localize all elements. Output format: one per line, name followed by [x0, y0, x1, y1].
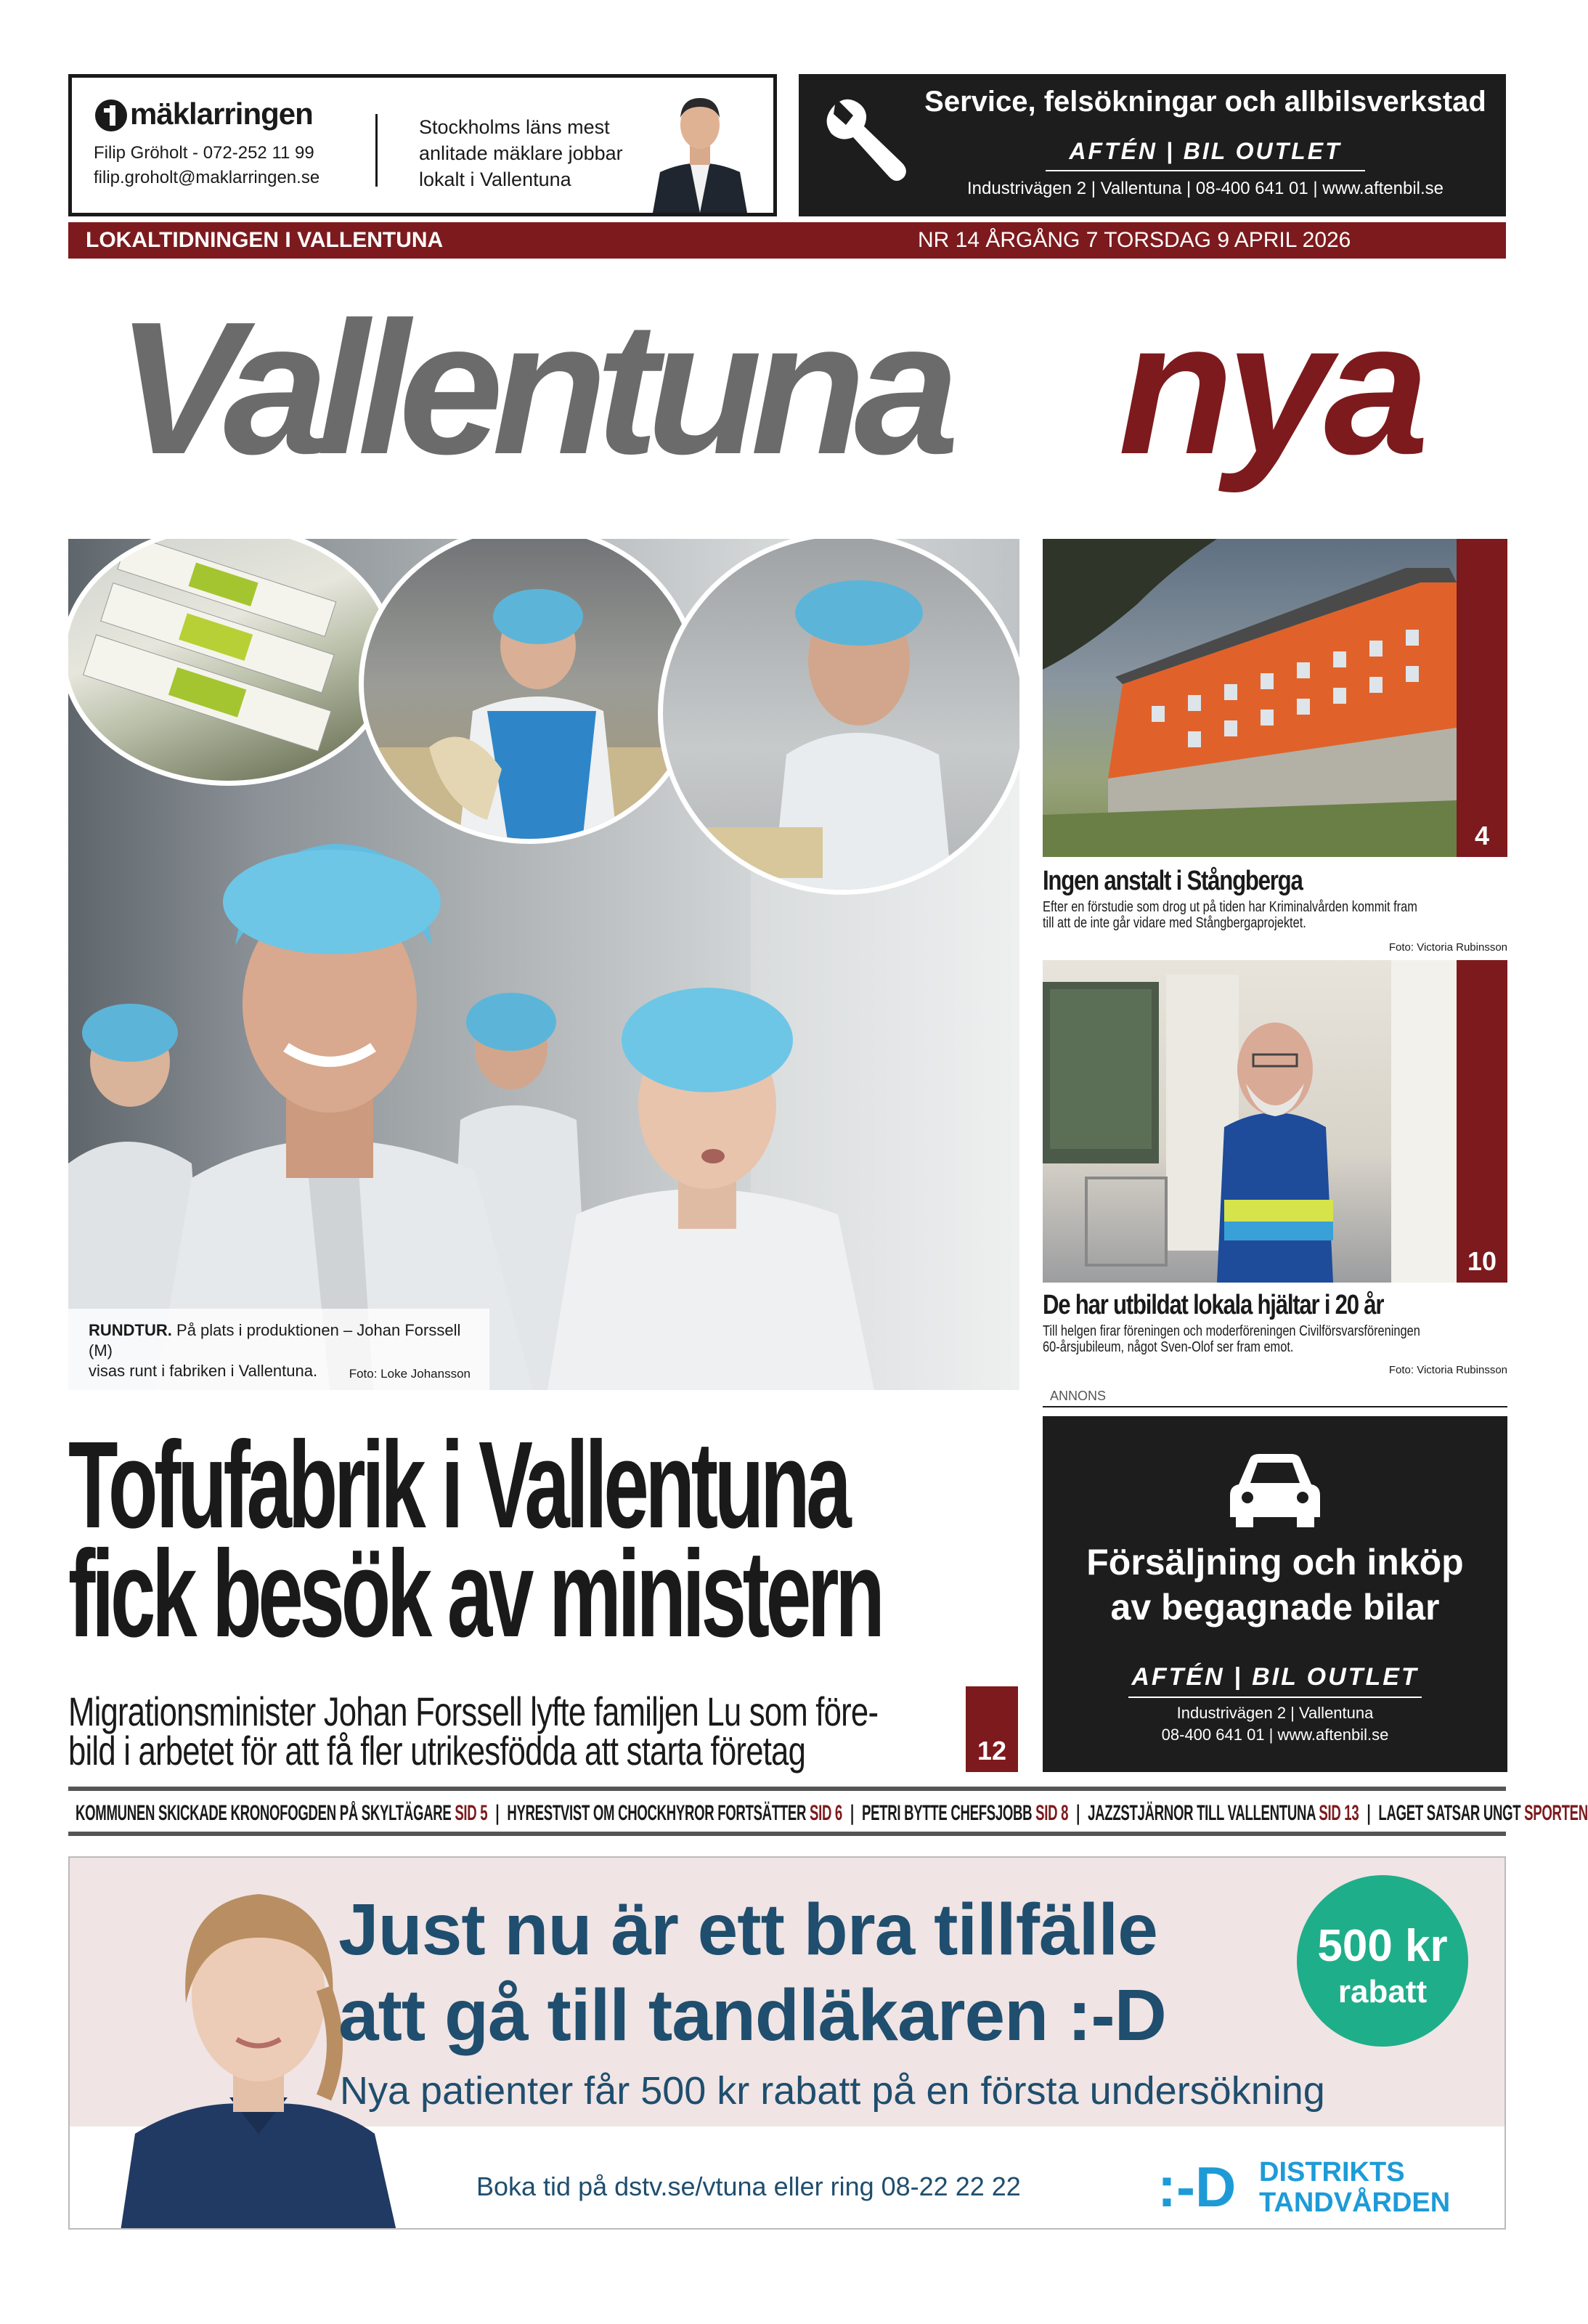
divider — [375, 114, 378, 187]
masthead-tagline: LOKALTIDNINGEN I VALLENTUNA — [86, 228, 444, 252]
dental-subline: Nya patienter får 500 kr rabatt på en första undersökning — [340, 2069, 1325, 2113]
broker-slogan: Stockholms läns mest anlitade mäklare jobbar lokalt i Vallentuna — [419, 116, 623, 190]
story-text: Efter en förstudie som drog ut på tiden har Kriminalvården kommit fram till att de inte går vidare med Stångbergaprojektet. — [1043, 899, 1417, 931]
ad-aften-service[interactable] — [799, 74, 1506, 216]
page-number: 12 — [977, 1736, 1007, 1766]
brand-underline — [1128, 1697, 1422, 1698]
agent-portrait — [646, 85, 754, 213]
brand-underline — [1046, 170, 1365, 171]
garage-contact: Industrivägen 2 | Vallentuna | 08-400 641 01 | www.aftenbil.se — [966, 179, 1444, 198]
story-headline[interactable]: Ingen anstalt i Stångberga — [1043, 866, 1303, 896]
lead-photo[interactable] — [68, 539, 1019, 1390]
story-text: Till helgen firar föreningen och moderföreningen Civilförsvarsföreningen 60-årsjubileum, något Sven-Olof ser fram emot. — [1043, 1323, 1420, 1355]
lead-headline-line-2: fick besök av ministern — [68, 1525, 881, 1663]
lead-photo-caption — [68, 1309, 489, 1390]
annons-line — [1043, 1406, 1507, 1407]
side-story-civilforsvar[interactable] — [1043, 1290, 1507, 1383]
brand-mark: :-D — [1157, 2155, 1237, 2219]
orange-building-image — [1043, 539, 1457, 857]
man-in-vest-image — [1043, 960, 1457, 1283]
broker-agent: Filip Gröholt - 072-252 11 99 — [94, 143, 314, 163]
booking-cta[interactable]: Boka tid på dstv.se/vtuna eller ring 08-22 22 22 — [476, 2171, 1021, 2201]
ad-aften-cars[interactable] — [1043, 1416, 1507, 1772]
teaser-item[interactable]: JAZZSTJÄRNOR TILL VALLENTUNA SID 13 — [1088, 1801, 1359, 1825]
caption-text-2: visas runt i fabriken i Vallentuna. — [89, 1362, 318, 1380]
aften-brand: AFTÉN | BIL OUTLET — [1131, 1663, 1419, 1691]
car-ad-contact: Industrivägen 2 | Vallentuna 08-400 641 01 | www.aftenbil.se — [1161, 1704, 1389, 1744]
aften-brand: AFTÉN | BIL OUTLET — [1069, 138, 1342, 164]
masthead-band — [68, 222, 1506, 259]
caption-label: RUNDTUR. — [89, 1321, 172, 1339]
page-number: 10 — [1467, 1246, 1497, 1276]
annons-label: ANNONS — [1050, 1389, 1107, 1403]
teaser-item[interactable]: KOMMUNEN SKICKADE KRONOFOGDEN PÅ SKYLTÄGARE SID 5 — [76, 1801, 488, 1825]
discount-badge: 500 kr rabatt — [1297, 1875, 1468, 2047]
teaser-item[interactable]: PETRI BYTTE CHEFSJOBB SID 8 — [861, 1801, 1069, 1825]
car-icon — [1224, 1448, 1326, 1528]
ad-maklarringen[interactable] — [68, 74, 777, 216]
maklarringen-logo: mäklarringen — [94, 97, 333, 133]
issue-info: NR 14 ÅRGÅNG 7 TORSDAG 9 APRIL 2026 — [918, 228, 1351, 252]
maklarringen-mark-icon — [94, 98, 129, 133]
teaser-item[interactable]: HYRESTVIST OM CHOCKHYROR FORTSÄTTER SID 6 — [507, 1801, 842, 1825]
page-marker — [1457, 960, 1507, 1283]
teaser-item[interactable]: LAGET SATSAR UNGT SPORTEN — [1378, 1801, 1588, 1825]
ad-distriktstandvarden[interactable] — [68, 1856, 1506, 2230]
inset-minister — [658, 539, 1019, 895]
teaser-bar: KOMMUNEN SKICKADE KRONOFOGDEN PÅ SKYLTÄGARE SID 5 | HYRESTVIST OM CHOCKHYROR FORTSÄTTER SID 6 | PETRI BYTTE CHEFSJOBB SID 8 | JAZZSTJÄRNOR TILL VALLENTUNA SID 13 | LAGET SATSAR UNGT SPORTEN — [76, 1801, 1588, 1825]
side-story-photo-civilforsvar[interactable] — [1043, 960, 1507, 1283]
broker-email[interactable]: filip.groholt@maklarringen.se — [94, 168, 320, 187]
teaser-top-rule — [68, 1787, 1506, 1791]
photo-credit: Foto: Victoria Rubinsson — [1388, 941, 1507, 954]
wrench-icon — [813, 90, 922, 199]
page-number: 4 — [1474, 821, 1490, 850]
car-ad-headline: Försäljning och inköp av begagnade bilar — [1086, 1542, 1464, 1628]
logo-nya: nya — [1118, 283, 1422, 494]
page-marker — [1457, 539, 1507, 857]
side-story-stangberga[interactable] — [1043, 866, 1507, 959]
story-headline[interactable]: De har utbildat lokala hjältar i 20 år — [1043, 1290, 1384, 1320]
logo-vallentuna: Vallentuna — [116, 283, 948, 494]
garage-headline: Service, felsökningar och allbilsverkstad — [924, 86, 1486, 118]
side-story-photo-stangberga[interactable] — [1043, 539, 1507, 857]
masthead-logo — [116, 283, 1496, 505]
lead-photo-credit: Foto: Loke Johansson — [349, 1367, 471, 1381]
lead-standfirst: Migrationsminister Johan Forssell lyfte familjen Lu som före- bild i arbetet för att få fler utrikesfödda att starta företag — [68, 1689, 879, 1774]
photo-credit: Foto: Victoria Rubinsson — [1388, 1364, 1507, 1376]
inset-worker — [359, 539, 700, 844]
lead-headline-line-1: Tofufabrik i Vallentuna — [68, 1416, 848, 1554]
dental-headline: Just nu är ett bra tillfälle att gå till tandläkaren :-D — [338, 1889, 1166, 2056]
lead-headline[interactable] — [68, 1416, 1019, 1663]
lead-page-marker — [966, 1686, 1018, 1772]
distriktstandvarden-logo: :-D DISTRIKTS TANDVÅRDEN — [1157, 2155, 1451, 2219]
caption-text-1: På plats i produktionen – Johan Forssell (M) — [89, 1321, 461, 1360]
teaser-bottom-rule — [68, 1832, 1506, 1836]
